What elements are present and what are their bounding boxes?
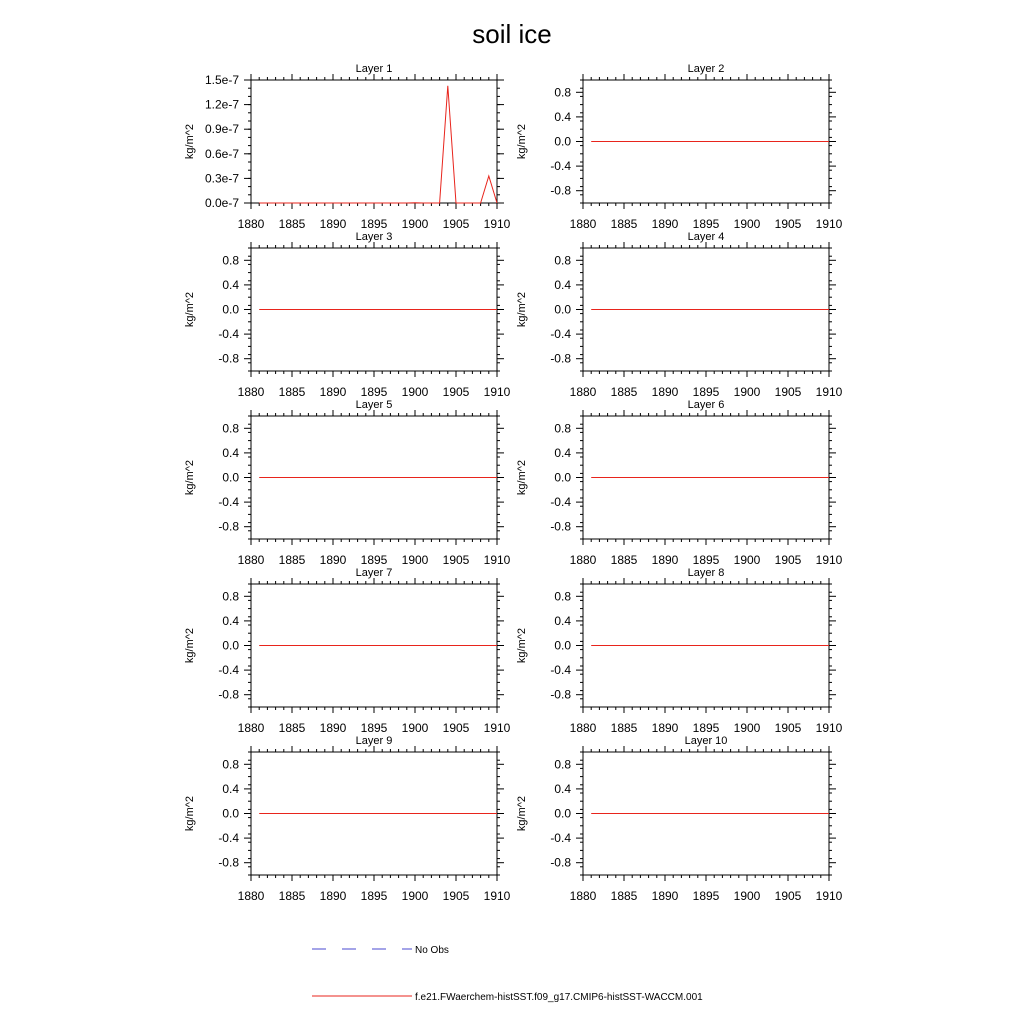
y-tick-label: 0.0 <box>554 302 571 317</box>
y-axis-label: kg/m^2 <box>516 291 528 328</box>
x-tick-label: 1900 <box>733 385 761 399</box>
x-tick-label: 1895 <box>360 721 388 735</box>
panel-title-layer-10: Layer 10 <box>684 735 728 747</box>
x-tick-label: 1895 <box>692 385 720 399</box>
x-tick-label: 1885 <box>610 721 638 735</box>
y-axis-label: kg/m^2 <box>516 795 528 832</box>
y-tick-label: -0.4 <box>218 831 239 846</box>
x-tick-label: 1900 <box>401 889 429 903</box>
x-tick-label: 1880 <box>569 721 597 735</box>
x-tick-label: 1910 <box>815 217 843 231</box>
y-tick-label: -0.8 <box>550 351 571 366</box>
y-tick-label: 0.6e-7 <box>204 146 239 161</box>
y-tick-label: -0.4 <box>218 327 239 342</box>
y-tick-label: -0.4 <box>550 159 571 174</box>
x-tick-label: 1885 <box>610 217 638 231</box>
y-tick-label: 0.3e-7 <box>204 171 239 186</box>
x-tick-label: 1900 <box>401 217 429 231</box>
y-tick-label: 0.8 <box>222 421 239 436</box>
x-tick-label: 1890 <box>319 217 347 231</box>
x-tick-label: 1895 <box>360 553 388 567</box>
y-tick-label: 0.4 <box>222 445 239 460</box>
x-tick-label: 1880 <box>569 889 597 903</box>
x-tick-label: 1895 <box>692 889 720 903</box>
y-tick-label: 0.4 <box>554 613 571 628</box>
y-tick-label: 0.4 <box>554 277 571 292</box>
x-tick-label: 1880 <box>569 217 597 231</box>
legend-model-label: f.e21.FWaerchem-histSST.f09_g17.CMIP6-histSST-WACCM.001 <box>415 992 703 1003</box>
x-tick-label: 1885 <box>610 553 638 567</box>
x-tick-label: 1910 <box>815 721 843 735</box>
x-tick-label: 1910 <box>483 721 511 735</box>
y-axis-label: kg/m^2 <box>516 459 528 496</box>
x-tick-label: 1905 <box>442 553 470 567</box>
x-tick-label: 1890 <box>319 385 347 399</box>
y-tick-label: 0.0 <box>554 638 571 653</box>
y-tick-label: 0.4 <box>554 109 571 124</box>
x-tick-label: 1880 <box>569 553 597 567</box>
x-tick-label: 1880 <box>237 553 265 567</box>
panel-layer-9 <box>184 735 511 903</box>
y-tick-label: 0.0 <box>554 806 571 821</box>
x-tick-label: 1905 <box>442 721 470 735</box>
x-tick-label: 1895 <box>360 217 388 231</box>
panel-frame <box>251 80 497 203</box>
panel-layer-5 <box>184 399 511 567</box>
y-tick-label: -0.8 <box>550 519 571 534</box>
x-tick-label: 1880 <box>237 721 265 735</box>
x-tick-label: 1905 <box>774 385 802 399</box>
x-tick-label: 1890 <box>651 553 679 567</box>
legend-obs-label: No Obs <box>415 945 449 956</box>
x-tick-label: 1910 <box>483 553 511 567</box>
series-line-layer-1 <box>259 86 497 203</box>
x-tick-label: 1910 <box>483 385 511 399</box>
y-tick-label: 0.4 <box>222 781 239 796</box>
panel-title-layer-6: Layer 6 <box>687 399 725 411</box>
x-tick-label: 1895 <box>360 385 388 399</box>
panel-layer-10 <box>516 735 843 903</box>
panel-layer-2 <box>516 63 843 231</box>
y-axis-label: kg/m^2 <box>184 291 196 328</box>
x-tick-label: 1895 <box>692 553 720 567</box>
y-tick-label: 0.0 <box>554 134 571 149</box>
x-tick-label: 1885 <box>278 217 306 231</box>
y-axis-label: kg/m^2 <box>516 627 528 664</box>
panel-layer-7 <box>184 567 511 735</box>
x-tick-label: 1880 <box>237 385 265 399</box>
x-tick-label: 1900 <box>733 889 761 903</box>
y-tick-label: 0.0e-7 <box>204 196 239 210</box>
x-tick-label: 1895 <box>692 217 720 231</box>
y-tick-label: -0.4 <box>550 663 571 678</box>
legend <box>312 945 703 1003</box>
y-tick-label: 1.5e-7 <box>204 73 239 87</box>
panel-layer-1 <box>184 63 511 231</box>
y-tick-label: 0.0 <box>554 470 571 485</box>
x-tick-label: 1885 <box>610 385 638 399</box>
y-tick-label: -0.4 <box>550 327 571 342</box>
panel-title-layer-8: Layer 8 <box>687 567 725 579</box>
y-tick-label: -0.8 <box>218 855 239 870</box>
x-tick-label: 1900 <box>401 553 429 567</box>
x-tick-label: 1890 <box>319 889 347 903</box>
y-tick-label: -0.4 <box>550 495 571 510</box>
x-tick-label: 1900 <box>733 217 761 231</box>
y-tick-label: -0.4 <box>218 495 239 510</box>
x-tick-label: 1910 <box>815 889 843 903</box>
x-tick-label: 1905 <box>442 217 470 231</box>
y-axis-label: kg/m^2 <box>516 123 528 160</box>
y-tick-label: -0.8 <box>218 519 239 534</box>
y-tick-label: 0.8 <box>222 757 239 772</box>
x-tick-label: 1880 <box>237 889 265 903</box>
y-tick-label: 0.4 <box>222 613 239 628</box>
y-tick-label: 0.8 <box>222 253 239 268</box>
y-axis-label: kg/m^2 <box>184 459 196 496</box>
panel-layer-8 <box>516 567 843 735</box>
x-tick-label: 1900 <box>401 721 429 735</box>
panel-title-layer-3: Layer 3 <box>355 231 393 243</box>
y-tick-label: 0.9e-7 <box>204 122 239 137</box>
x-tick-label: 1910 <box>483 889 511 903</box>
y-tick-label: 1.2e-7 <box>204 97 239 112</box>
y-tick-label: 0.8 <box>554 253 571 268</box>
x-tick-label: 1890 <box>319 553 347 567</box>
panel-layer-3 <box>184 231 511 399</box>
panel-grid <box>184 63 843 903</box>
x-tick-label: 1900 <box>733 721 761 735</box>
x-tick-label: 1880 <box>569 385 597 399</box>
panel-title-layer-2: Layer 2 <box>687 63 725 75</box>
panel-title-layer-5: Layer 5 <box>355 399 393 411</box>
x-tick-label: 1895 <box>360 889 388 903</box>
x-tick-label: 1890 <box>651 721 679 735</box>
y-tick-label: 0.4 <box>554 445 571 460</box>
figure-title: soil ice <box>472 19 552 49</box>
y-tick-label: -0.8 <box>550 183 571 198</box>
x-tick-label: 1890 <box>319 721 347 735</box>
y-tick-label: -0.8 <box>218 351 239 366</box>
y-tick-label: -0.4 <box>218 663 239 678</box>
panel-title-layer-7: Layer 7 <box>355 567 393 579</box>
y-tick-label: -0.8 <box>218 687 239 702</box>
y-axis-label: kg/m^2 <box>184 795 196 832</box>
y-tick-label: 0.0 <box>222 470 239 485</box>
panel-layer-6 <box>516 399 843 567</box>
y-tick-label: 0.4 <box>554 781 571 796</box>
x-tick-label: 1890 <box>651 385 679 399</box>
x-tick-label: 1890 <box>651 217 679 231</box>
y-tick-label: -0.8 <box>550 687 571 702</box>
x-tick-label: 1910 <box>815 385 843 399</box>
x-tick-label: 1885 <box>278 721 306 735</box>
x-tick-label: 1895 <box>692 721 720 735</box>
x-tick-label: 1910 <box>483 217 511 231</box>
y-tick-label: 0.0 <box>222 806 239 821</box>
panel-layer-4 <box>516 231 843 399</box>
x-tick-label: 1885 <box>278 553 306 567</box>
y-tick-label: 0.8 <box>554 589 571 604</box>
panel-title-layer-9: Layer 9 <box>355 735 393 747</box>
x-tick-label: 1885 <box>278 889 306 903</box>
y-tick-label: -0.8 <box>550 855 571 870</box>
y-axis-label: kg/m^2 <box>184 123 196 160</box>
x-tick-label: 1905 <box>774 217 802 231</box>
x-tick-label: 1880 <box>237 217 265 231</box>
y-tick-label: 0.8 <box>554 757 571 772</box>
y-tick-label: 0.0 <box>222 638 239 653</box>
y-tick-label: 0.8 <box>554 85 571 100</box>
x-tick-label: 1905 <box>774 889 802 903</box>
y-tick-label: 0.0 <box>222 302 239 317</box>
x-tick-label: 1905 <box>442 385 470 399</box>
x-tick-label: 1900 <box>401 385 429 399</box>
x-tick-label: 1910 <box>815 553 843 567</box>
y-tick-label: 0.4 <box>222 277 239 292</box>
panel-title-layer-1: Layer 1 <box>355 63 393 75</box>
x-tick-label: 1885 <box>610 889 638 903</box>
y-tick-label: 0.8 <box>554 421 571 436</box>
y-tick-label: 0.8 <box>222 589 239 604</box>
y-axis-label: kg/m^2 <box>184 627 196 664</box>
y-tick-label: -0.4 <box>550 831 571 846</box>
x-tick-label: 1900 <box>733 553 761 567</box>
x-tick-label: 1905 <box>774 553 802 567</box>
x-tick-label: 1885 <box>278 385 306 399</box>
x-tick-label: 1905 <box>774 721 802 735</box>
x-tick-label: 1890 <box>651 889 679 903</box>
x-tick-label: 1905 <box>442 889 470 903</box>
panel-title-layer-4: Layer 4 <box>687 231 725 243</box>
